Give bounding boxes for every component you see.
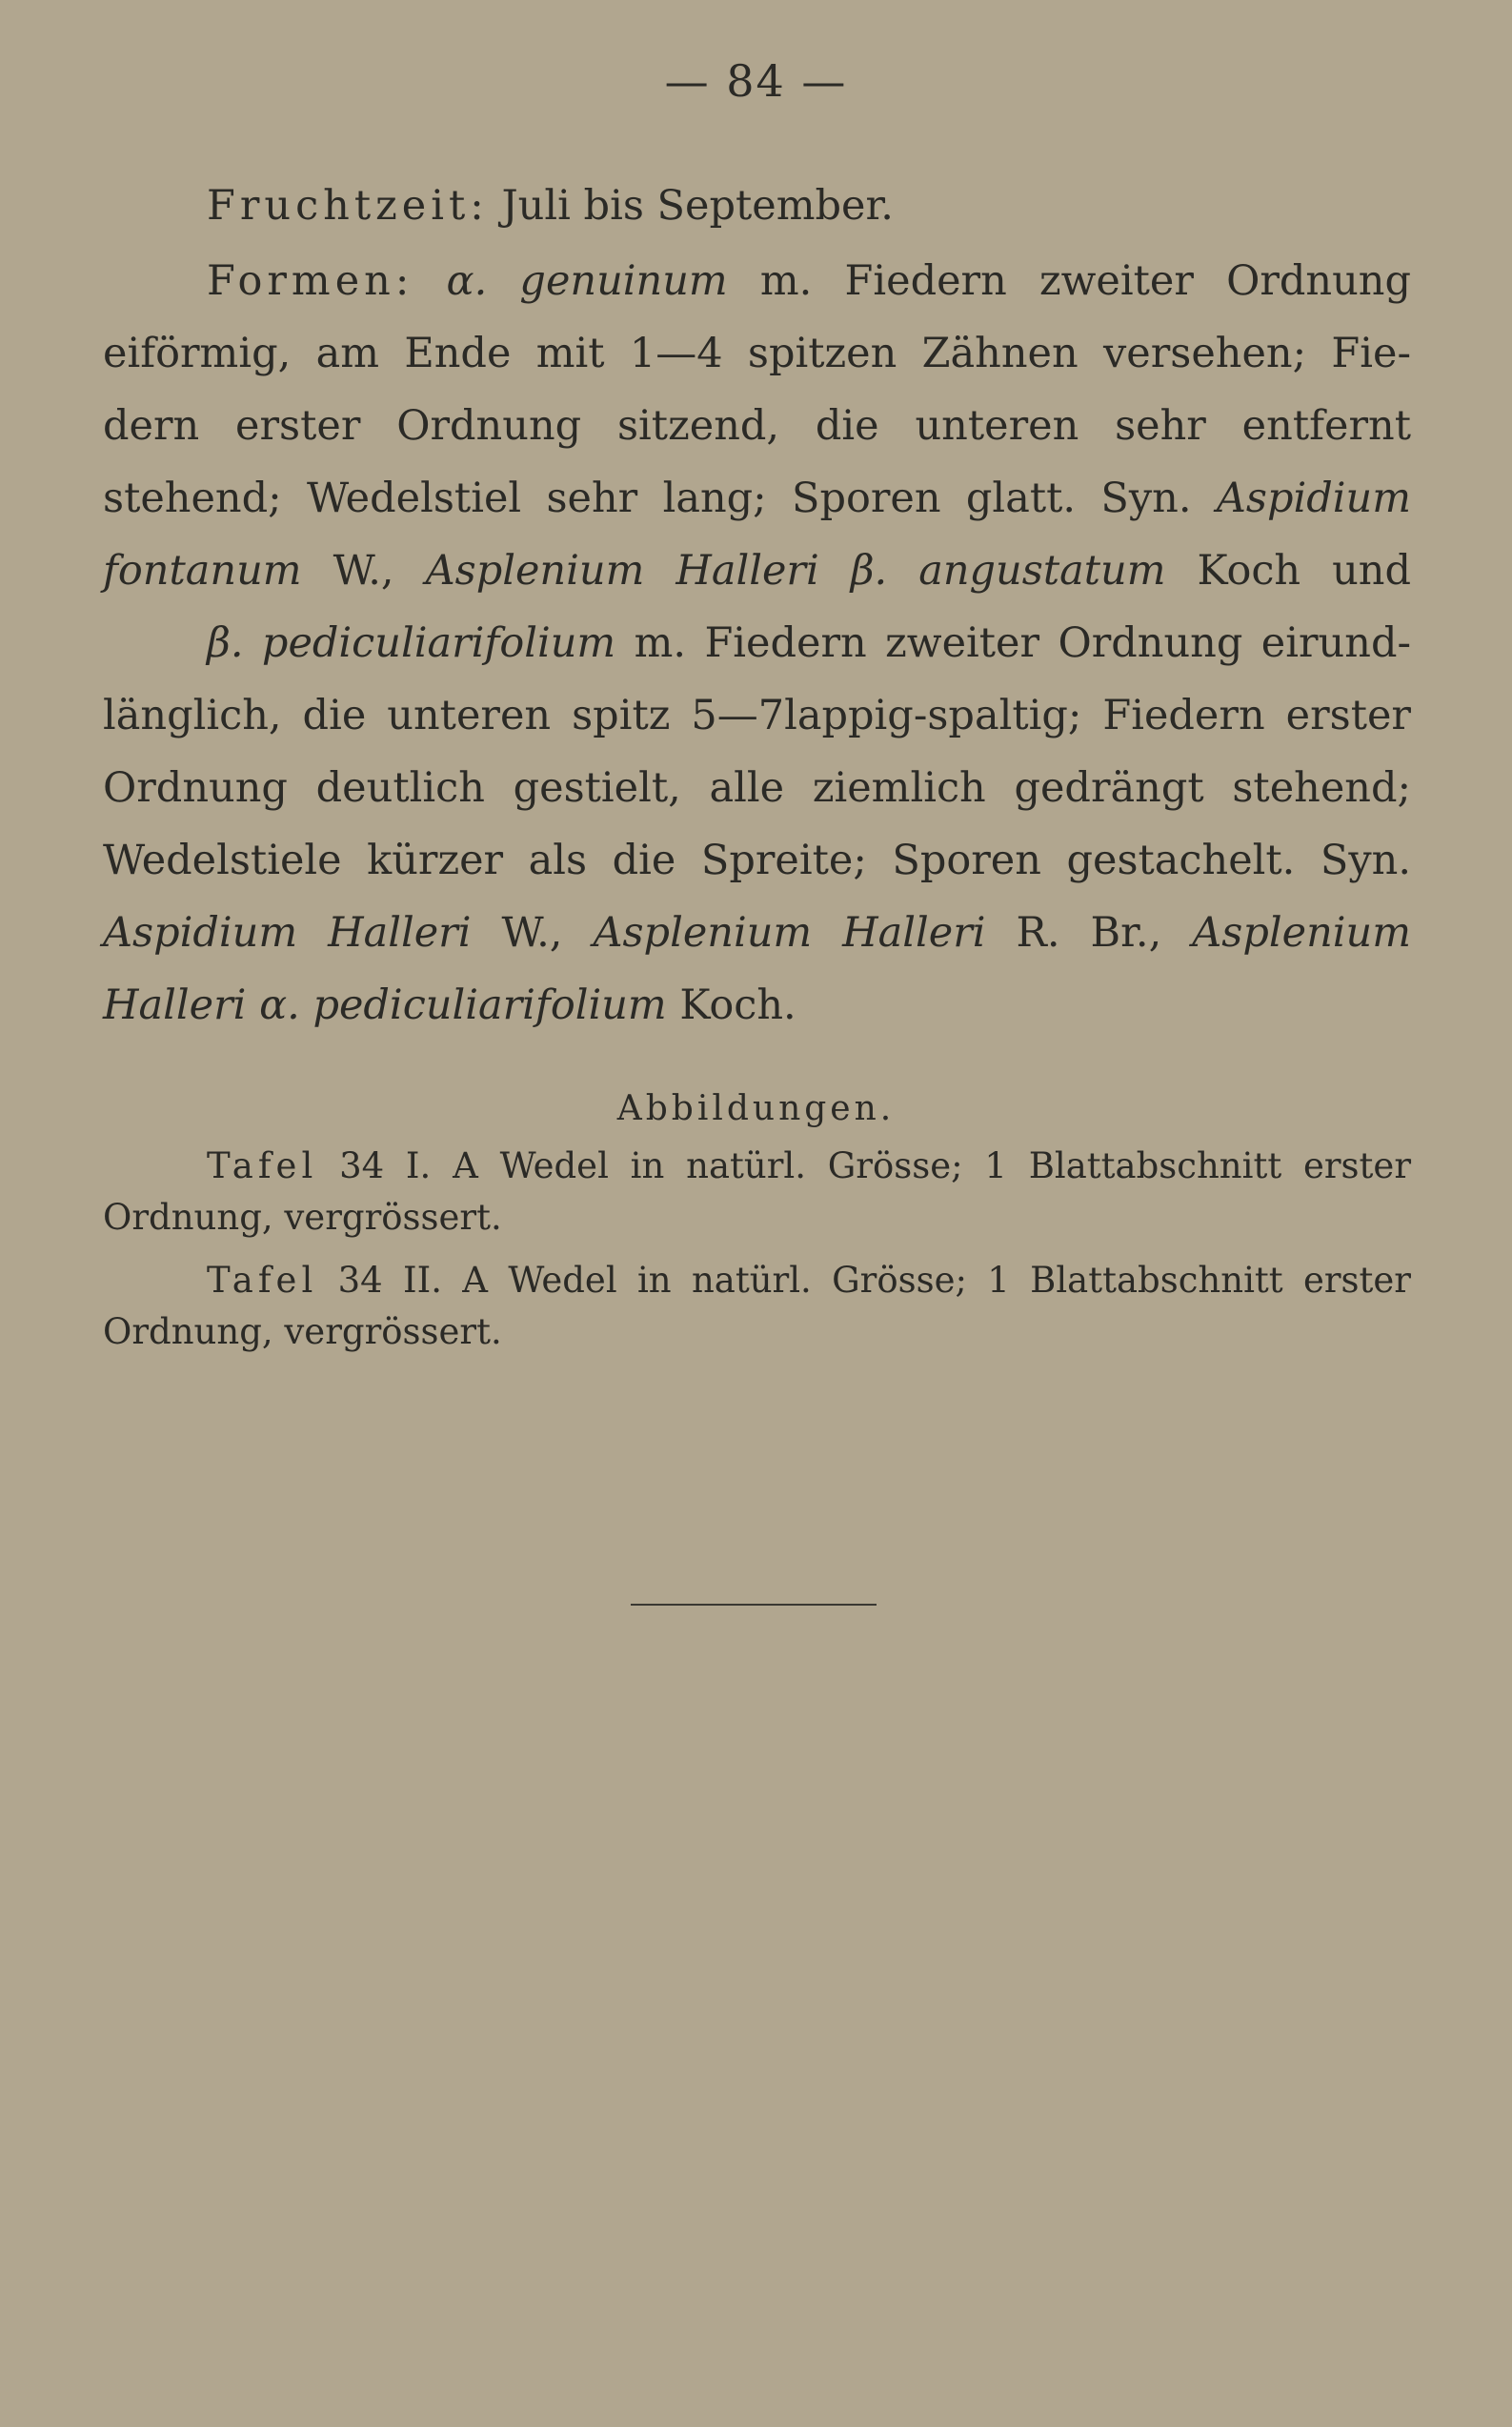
forms-line-5	[103, 547, 1411, 595]
forms-line-9: Wedelstiele kürzer als die Spreite; Sporen gestachelt. Syn.	[103, 837, 1411, 884]
forms-line-11	[103, 981, 1411, 1029]
alpha-form-author: m.	[759, 257, 813, 305]
forms-line-10	[103, 909, 1411, 957]
synonym-aspidium-halleri: Aspidium Halleri	[103, 909, 472, 957]
forms-line-4-text: stehend; Wedelstiel sehr lang; Sporen glatt. Syn.	[103, 475, 1192, 522]
synonym-author-w-2: W.,	[501, 909, 563, 957]
synonym-halleri-pediculiarifolium: Halleri α. pediculiarifolium	[103, 981, 667, 1029]
illustrations-heading: Abbildungen.	[616, 1089, 896, 1128]
synonym-author-koch: Koch und	[1197, 547, 1411, 595]
synonym-asplenium-angustatum: Asplenium Halleri β. angustatum	[425, 547, 1166, 595]
page-number: — 84 —	[664, 55, 848, 107]
forms-line-7: länglich, die unteren spitz 5—7lappig-spaltig; Fiedern erster	[103, 692, 1411, 739]
forms-label: Formen:	[207, 257, 414, 305]
forms-line-1	[103, 257, 1412, 305]
synonym-aspidium: Aspidium	[1216, 475, 1412, 522]
forms-line-3: dern erster Ordnung sitzend, die unteren sehr entfernt	[103, 402, 1411, 450]
synonym-author-rbr: R. Br.,	[1016, 909, 1162, 957]
forms-line-6	[103, 619, 1411, 667]
fruit-season-text: Juli bis September.	[501, 182, 894, 230]
section-divider	[631, 1604, 877, 1606]
beta-form-desc: Fiedern zweiter Ordnung eirund-	[704, 619, 1411, 667]
beta-form-author: m.	[634, 619, 687, 667]
beta-form-name: β. pediculiarifolium	[207, 619, 616, 667]
synonym-author-koch-2: Koch.	[679, 981, 796, 1029]
synonym-fontanum: fontanum	[103, 547, 302, 595]
plate-2-text: 34 II. A Wedel in natürl. Grösse; 1 Blattabschnitt erster	[337, 1260, 1411, 1301]
plate-2-label: Tafel	[207, 1260, 318, 1301]
plate-1-label: Tafel	[207, 1145, 318, 1186]
synonym-author-w: W.,	[333, 547, 394, 595]
plate-1-continuation: Ordnung, vergrössert.	[103, 1197, 502, 1238]
fruit-season-line	[103, 182, 1411, 230]
alpha-form-desc: Fiedern zweiter Ordnung	[844, 257, 1412, 305]
synonym-asplenium: Asplenium	[1192, 909, 1411, 957]
plate-1-text: 34 I. A Wedel in natürl. Grösse; 1 Blattabschnitt erster	[339, 1145, 1412, 1186]
plate-1-line	[103, 1145, 1412, 1186]
alpha-form-name: α. genuinum	[446, 257, 728, 305]
fruit-season-label: Fruchtzeit:	[207, 182, 489, 230]
plate-2-continuation: Ordnung, vergrössert.	[103, 1311, 502, 1352]
forms-line-8: Ordnung deutlich gestielt, alle ziemlich gedrängt stehend;	[103, 764, 1411, 812]
forms-line-4	[103, 475, 1412, 522]
synonym-asplenium-halleri: Asplenium Halleri	[593, 909, 986, 957]
forms-line-2: eiförmig, am Ende mit 1—4 spitzen Zähnen versehen; Fie-	[103, 330, 1411, 377]
plate-2-line	[103, 1260, 1411, 1301]
